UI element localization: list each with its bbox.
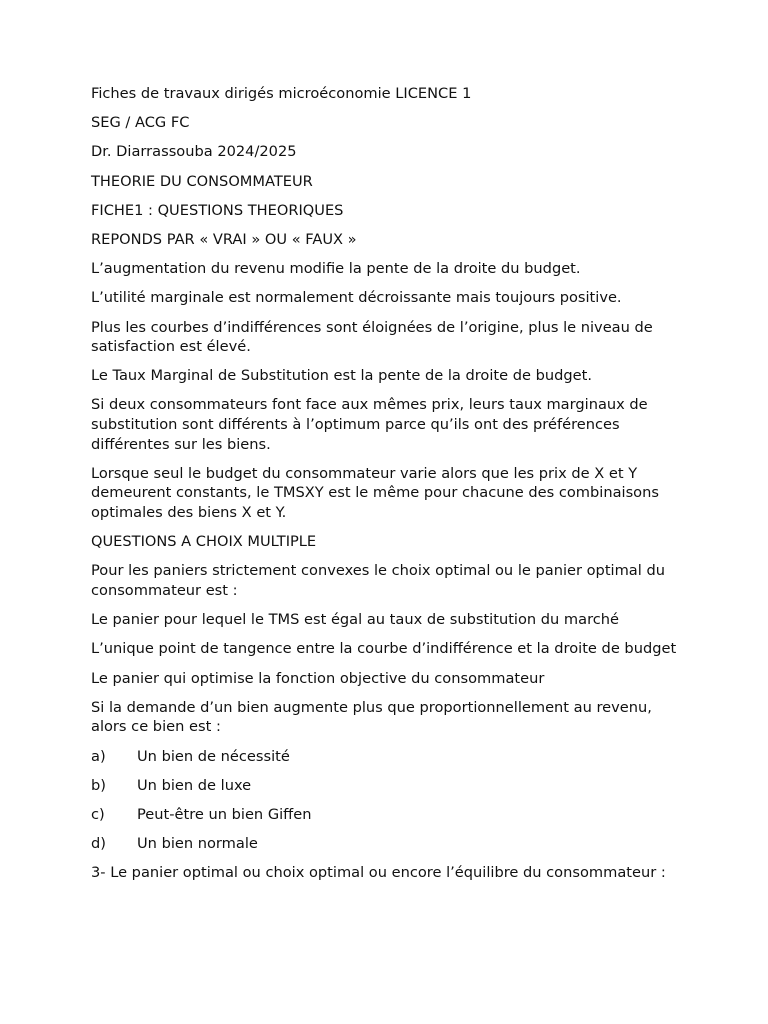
q2-question: Si la demande d’un bien augmente plus que proportionnellement au revenu, alors ce bien est : (91, 698, 652, 736)
q3-question: 3- Le panier optimal ou choix optimal ou encore l’équilibre du consommateur : (91, 864, 666, 882)
q1-option-3: Le panier qui optimise la fonction objective du consommateur (91, 669, 545, 687)
doc-author-year: Dr. Diarrassouba 2024/2025 (91, 143, 297, 161)
q2-option-a-marker: a) (91, 747, 106, 765)
q1-option-1: Le panier pour lequel le TMS est égal au taux de substitution du marché (91, 611, 620, 629)
q2-option-d (91, 834, 691, 854)
q2-option-c (91, 805, 691, 825)
tf-statement-2: L’utilité marginale est normalement décroissante mais toujours positive. (91, 289, 622, 307)
doc-sheet-title: FICHE1 : QUESTIONS THEORIQUES (91, 201, 344, 219)
q2-option-b (91, 776, 691, 796)
tf-statement-3: Plus les courbes d’indifférences sont éloignées de l’origine, plus le niveau de satisfaction est élevé. (91, 318, 653, 356)
q1-question: Pour les paniers strictement convexes le choix optimal ou le panier optimal du consommateur est : (91, 562, 665, 599)
q2-option-a-text: Un bien de nécessité (137, 747, 290, 765)
doc-section-title: THEORIE DU CONSOMMATEUR (91, 172, 313, 190)
q2-option-c-text: Peut-être un bien Giffen (137, 805, 312, 823)
q2-option-d-text: Un bien normale (137, 835, 258, 853)
q2-option-b-text: Un bien de luxe (137, 776, 252, 794)
tf-statement-1: L’augmentation du revenu modifie la pente de la droite du budget. (91, 260, 581, 278)
doc-instruction: REPONDS PAR « VRAI » OU « FAUX » (91, 230, 357, 248)
tf-statement-4: Le Taux Marginal de Substitution est la pente de la droite de budget. (91, 367, 592, 385)
q2-option-d-marker: d) (91, 835, 106, 853)
doc-program: SEG / ACG FC (91, 114, 190, 132)
doc-title: Fiches de travaux dirigés microéconomie LICENCE 1 (91, 85, 472, 102)
tf-statement-5: Si deux consommateurs font face aux mêmes prix, leurs taux marginaux de substitution sont différents à l’optimum parce qu’ils ont des préférences différentes sur les biens. (91, 396, 648, 453)
q2-option-a (91, 747, 691, 767)
q1-option-2: L’unique point de tangence entre la courbe d’indifférence et la droite de budget (91, 640, 677, 658)
mcq-title: QUESTIONS A CHOIX MULTIPLE (91, 533, 317, 551)
q2-option-b-marker: b) (91, 776, 106, 794)
tf-statement-6: Lorsque seul le budget du consommateur varie alors que les prix de X et Y demeurent constants, le TMSXY est le même pour chacune des combinaisons optimales des biens X et Y. (91, 464, 659, 522)
q2-option-c-marker: c) (91, 805, 105, 823)
document-page (91, 84, 691, 892)
